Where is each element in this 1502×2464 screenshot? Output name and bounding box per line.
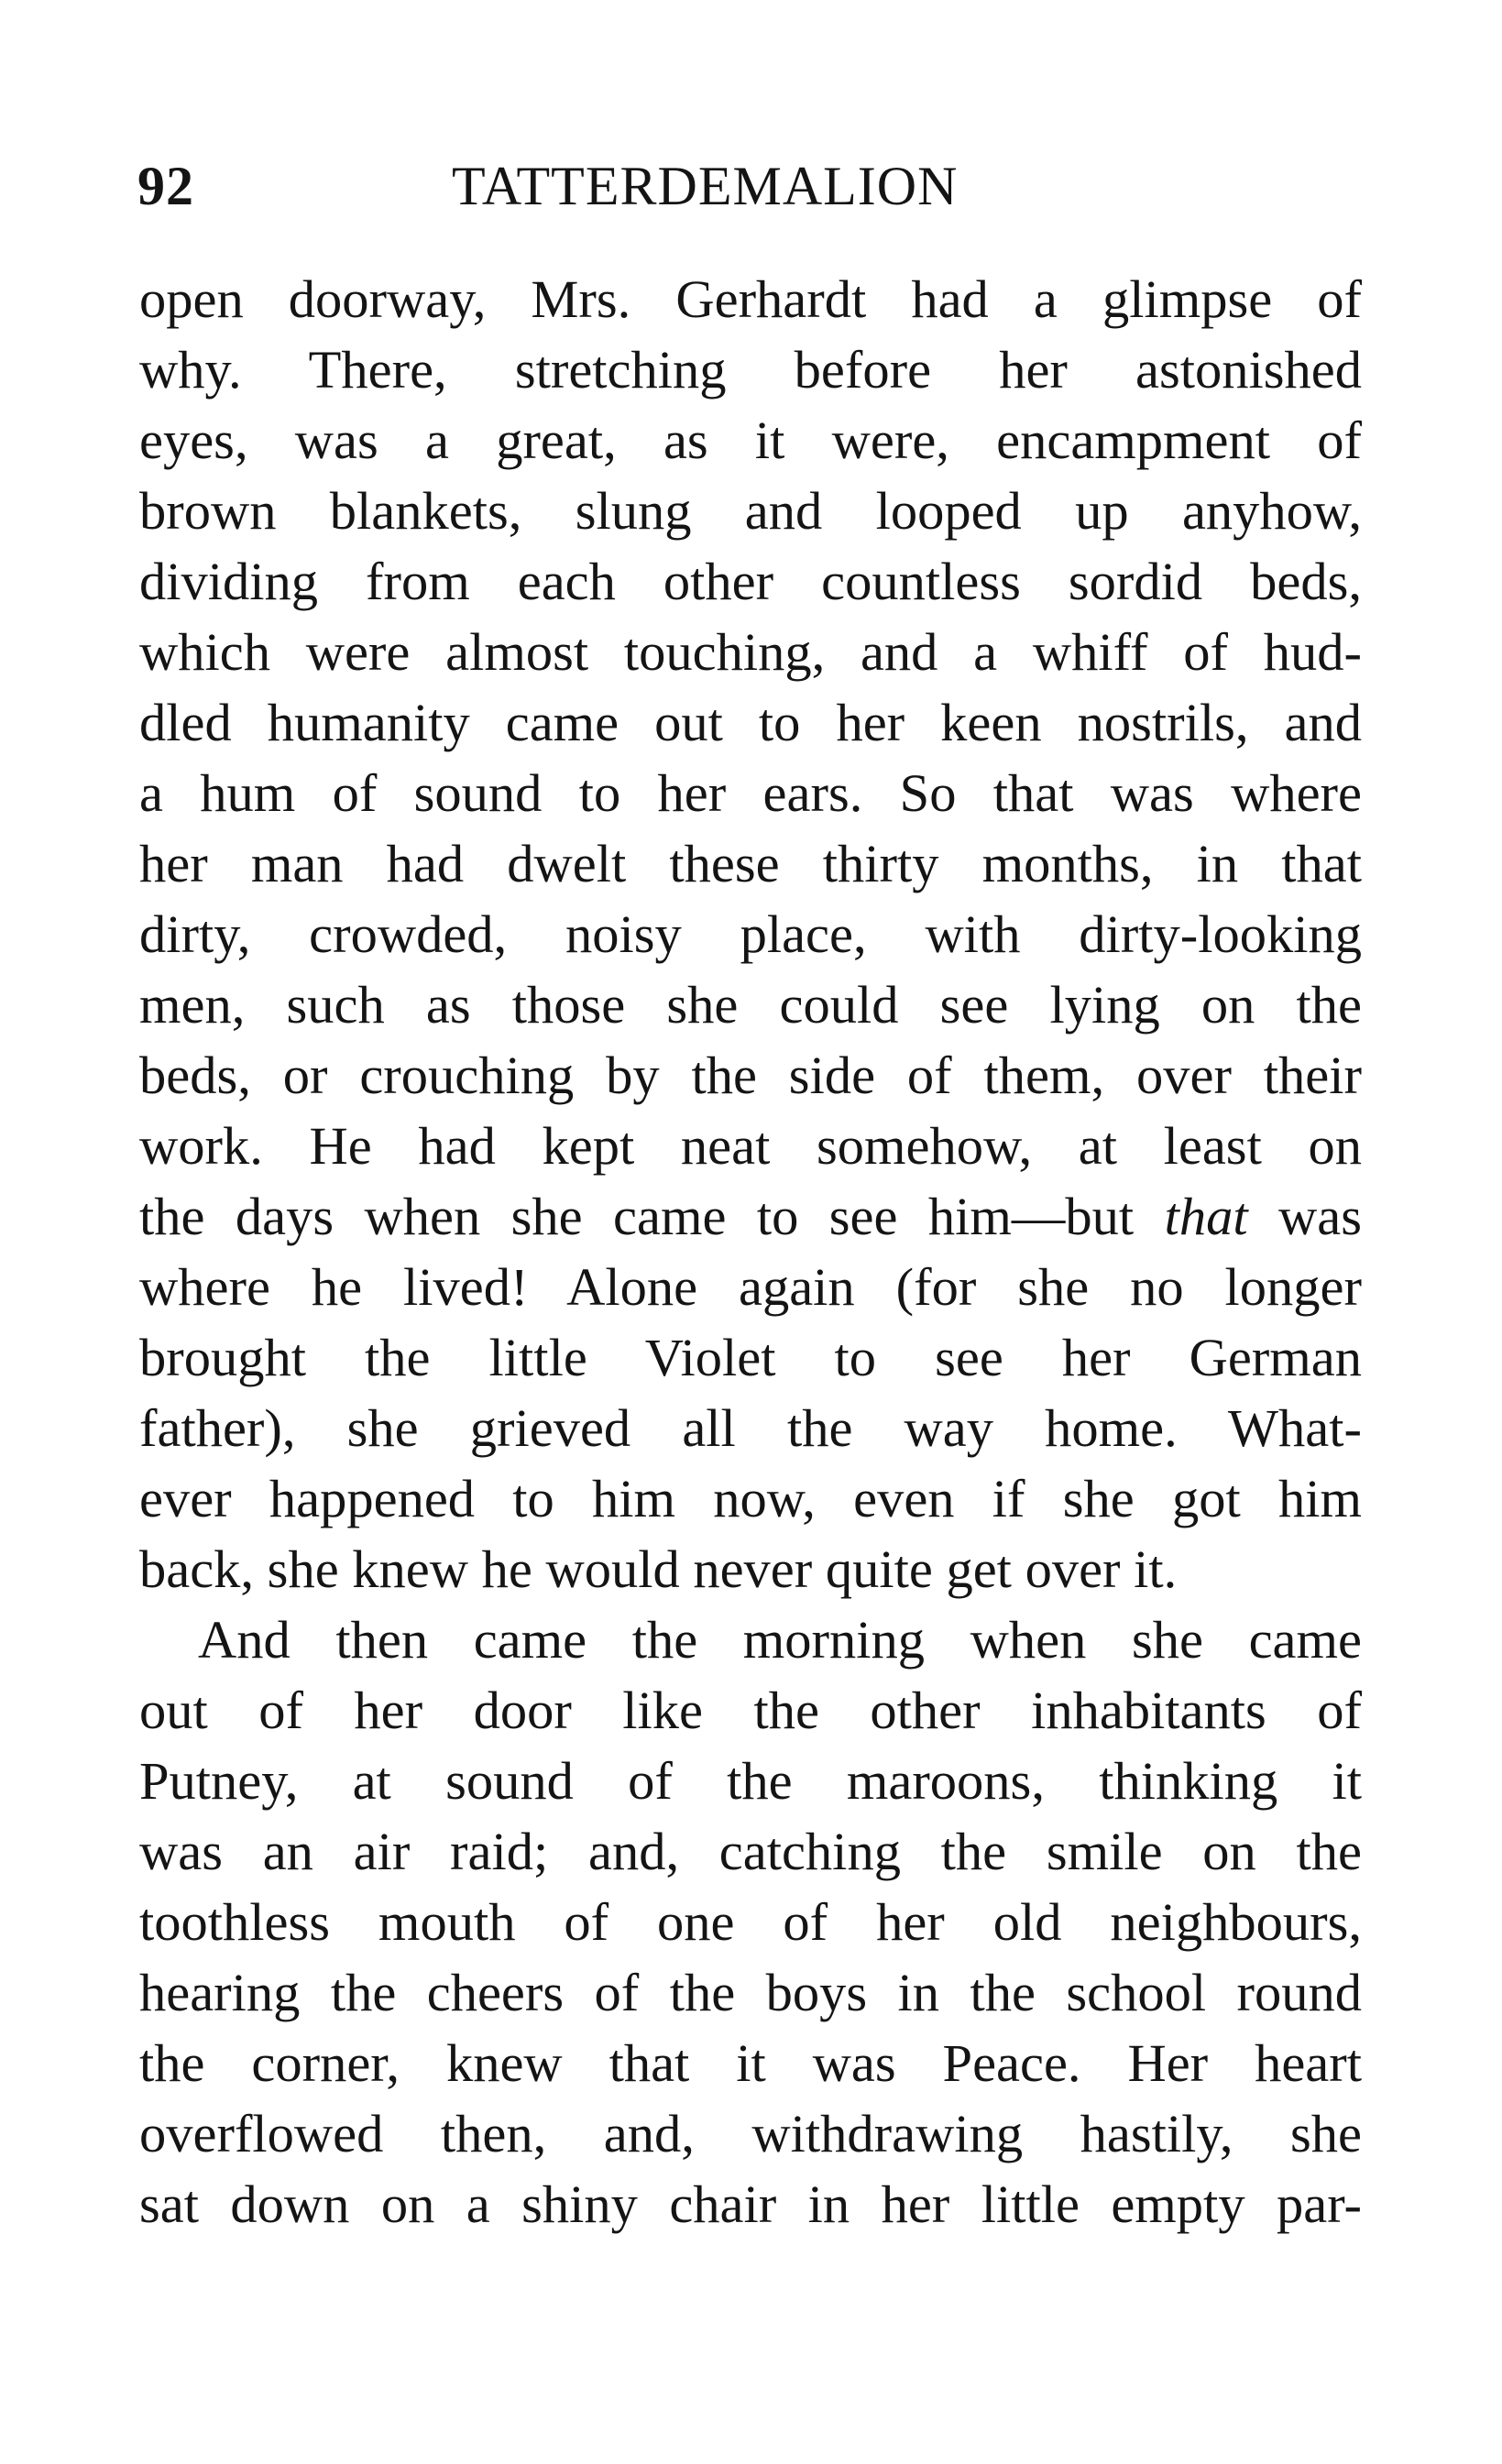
text-line: And then came the morning when she came (198, 1610, 1362, 1670)
text-line: back, she knew he would never quite get over it. (139, 1539, 1178, 1599)
running-head (137, 152, 1365, 220)
paragraph-2 (139, 1604, 1362, 2240)
text-line: ever happened to him now, even if she got him (139, 1469, 1362, 1528)
text-line: dividing from each other countless sordid beds, (139, 552, 1362, 611)
text-fragment: the days when she came to see him—but (139, 1187, 1165, 1246)
text-line: eyes, was a great, as it were, encampment of (139, 411, 1362, 470)
text-line: the corner, knew that it was Peace. Her heart (139, 2033, 1362, 2093)
text-line: Putney, at sound of the maroons, thinking it (139, 1751, 1362, 1811)
text-fragment: was (1247, 1187, 1363, 1246)
text-line: out of her door like the other inhabitants of (139, 1681, 1362, 1740)
text-line: open doorway, Mrs. Gerhardt had a glimpse of (139, 269, 1362, 329)
paragraph-1 (139, 264, 1362, 1604)
emphasis-that: that (1164, 1187, 1248, 1246)
text-line: toothless mouth of one of her old neighbours, (139, 1892, 1362, 1952)
text-line: where he lived! Alone again (for she no longer (139, 1257, 1362, 1317)
book-title: TATTERDEMALION (452, 156, 959, 216)
text-line: hearing the cheers of the boys in the school round (139, 1963, 1362, 2022)
text-line: work. He had kept neat somehow, at least on (139, 1116, 1362, 1176)
text-line: her man had dwelt these thirty months, in that (139, 834, 1362, 893)
text-line: was an air raid; and, catching the smile on the (139, 1822, 1362, 1881)
text-line: dirty, crowded, noisy place, with dirty-looking (139, 904, 1362, 964)
text-line: why. There, stretching before her astonished (139, 340, 1362, 400)
text-line: father), she grieved all the way home. What- (139, 1398, 1362, 1458)
text-line: men, such as those she could see lying on the (139, 975, 1362, 1035)
text-line: sat down on a shiny chair in her little empty par- (139, 2174, 1362, 2234)
body-text (139, 264, 1362, 2240)
text-line: brought the little Violet to see her German (139, 1328, 1362, 1387)
text-line: brown blankets, slung and looped up anyhow, (139, 481, 1362, 541)
text-line: which were almost touching, and a whiff of hud- (139, 622, 1362, 682)
text-line: overflowed then, and, withdrawing hastily, she (139, 2104, 1362, 2163)
text-line: dled humanity came out to her keen nostrils, and (139, 693, 1362, 752)
text-line: beds, or crouching by the side of them, over their (139, 1046, 1362, 1105)
text-line (139, 1181, 1362, 1252)
page-number: 92 (137, 156, 194, 216)
text-line: a hum of sound to her ears. So that was where (139, 763, 1362, 823)
